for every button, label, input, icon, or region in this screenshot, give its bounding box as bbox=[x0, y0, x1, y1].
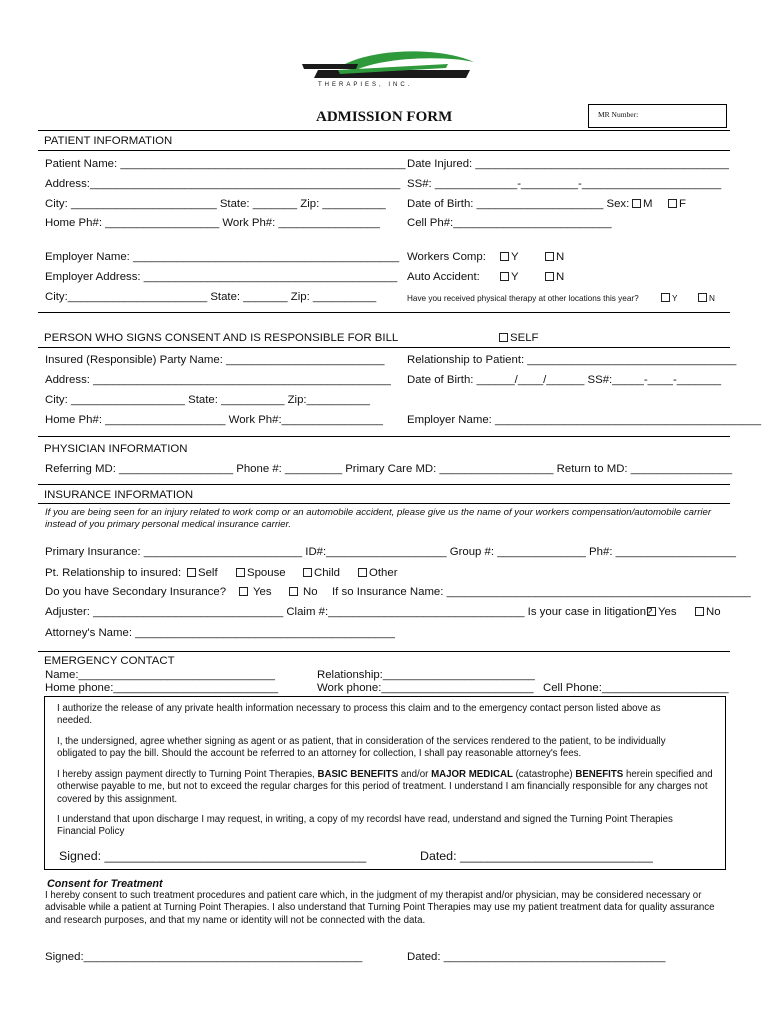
section-physician-info: PHYSICIAN INFORMATION bbox=[44, 443, 188, 455]
pt-other-no-checkbox[interactable]: N bbox=[698, 292, 715, 306]
mr-number-label: MR Number: bbox=[598, 110, 639, 119]
ssn-field[interactable]: SS#: _____________-_________-______________________ bbox=[407, 178, 722, 190]
authorization-release-text: I authorize the release of any private health information necessary to process this claim and to the emergency contact person listed above as needed. bbox=[57, 703, 661, 727]
rel-spouse-checkbox[interactable]: Spouse bbox=[236, 566, 286, 580]
workers-comp-no-checkbox[interactable]: N bbox=[545, 250, 564, 264]
authorization-assignment-text: I hereby assign payment directly to Turning Point Therapies, BASIC BENEFITS and/or MAJOR MEDICAL (catastrophe) BENEFITS herein specified and otherwise payable to me, but not to exceed the regular charges for this period of treatment. I understand I am financially responsible for any charges not covered by this assignment. bbox=[57, 769, 713, 805]
responsible-phone-field[interactable]: Home Ph#: ___________________ Work Ph#:________________ bbox=[45, 414, 383, 426]
rel-self-checkbox[interactable]: Self bbox=[187, 566, 218, 580]
responsible-dob-ssn-field[interactable]: Date of Birth: ______/____/______ SS#:_____-____-_______ bbox=[407, 374, 722, 386]
form-title: ADMISSION FORM bbox=[316, 109, 453, 125]
emergency-work-phone-field[interactable]: Work phone:________________________ bbox=[317, 682, 534, 694]
consent-text: I hereby consent to such treatment procedures and patient care which, in the judgment of my therapist and/or physician, may be considered necessary or advisable while a patient at Turning Point Therapies. I also understand that Turning Point Therapies may use my patient treatment data for quality assurance and research purposes, and that my name or identity will not be connected with the data. bbox=[45, 890, 715, 926]
relationship-to-patient-field[interactable]: Relationship to Patient: _________________________________ bbox=[407, 354, 737, 366]
secondary-yes-checkbox[interactable]: Yes bbox=[239, 585, 272, 599]
section-insurance-info: INSURANCE INFORMATION bbox=[44, 489, 194, 501]
authorization-obligation-text: I, the undersigned, agree whether signing as agent or as patient, that in consideration of the services rendered to the patient, to be individually obligated to pay the bill. Should the account be referred to an attorney for collection, I shall pay reasonable attorney's fees. bbox=[57, 736, 666, 760]
insured-name-field[interactable]: Insured (Responsible) Party Name: _________________________ bbox=[45, 354, 385, 366]
authorization-dated-field[interactable]: Dated: ____________________________ bbox=[420, 849, 653, 863]
section-patient-info: PATIENT INFORMATION bbox=[44, 135, 173, 147]
attorney-name-field[interactable]: Attorney's Name: _________________________________________ bbox=[45, 627, 395, 639]
responsible-city-field[interactable]: City: __________________ State: __________ Zip:__________ bbox=[45, 394, 370, 406]
section-responsible-party: PERSON WHO SIGNS CONSENT AND IS RESPONSIBLE FOR BILL bbox=[44, 332, 399, 344]
cell-phone-field[interactable]: Cell Ph#:_________________________ bbox=[407, 217, 612, 229]
rel-child-checkbox[interactable]: Child bbox=[303, 566, 340, 580]
consent-signed-field[interactable]: Signed:____________________________________________ bbox=[45, 951, 363, 963]
workers-comp-yes-checkbox[interactable]: Y bbox=[500, 250, 519, 264]
auto-accident-no-checkbox[interactable]: N bbox=[545, 270, 564, 284]
auto-accident-label: Auto Accident: bbox=[407, 271, 480, 283]
employer-name-field[interactable]: Employer Name: __________________________________________ bbox=[45, 251, 400, 263]
litigation-no-checkbox[interactable]: No bbox=[695, 605, 721, 619]
litigation-yes-checkbox[interactable]: Yes bbox=[647, 605, 677, 619]
authorization-box bbox=[44, 696, 726, 870]
primary-insurance-field[interactable]: Primary Insurance: _________________________ ID#:___________________ Group #: ______________ Ph#: ___________________ bbox=[45, 546, 737, 558]
sex-f-checkbox[interactable]: F bbox=[668, 197, 686, 211]
pt-other-question: Have you received physical therapy at other locations this year? bbox=[407, 294, 639, 303]
address-field[interactable]: Address:_________________________________________________ bbox=[45, 178, 401, 190]
consent-dated-field[interactable]: Dated: ___________________________________ bbox=[407, 951, 666, 963]
responsible-employer-field[interactable]: Employer Name: __________________________________________ bbox=[407, 414, 762, 426]
auto-accident-yes-checkbox[interactable]: Y bbox=[500, 270, 519, 284]
emergency-name-field[interactable]: Name:_______________________________ bbox=[45, 669, 275, 681]
city-state-zip-field[interactable]: City: _______________________ State: _______ Zip: __________ bbox=[45, 198, 386, 210]
secondary-insurance-name-field[interactable]: If so Insurance Name: ________________________________________________ bbox=[332, 586, 751, 598]
emergency-relationship-field[interactable]: Relationship:________________________ bbox=[317, 669, 535, 681]
adjuster-claim-field[interactable]: Adjuster: ______________________________ Claim #:_______________________________ Is your case in litigation? bbox=[45, 606, 653, 618]
mr-number-box[interactable] bbox=[588, 104, 727, 128]
authorization-discharge-text: I understand that upon discharge I may request, in writing, a copy of my recordsI have read, understand and signed the Turning Point Therapies Financial Policy bbox=[57, 814, 673, 838]
emergency-home-phone-field[interactable]: Home phone:__________________________ bbox=[45, 682, 279, 694]
employer-address-field[interactable]: Employer Address: ________________________________________ bbox=[45, 271, 398, 283]
self-checkbox[interactable]: SELF bbox=[499, 331, 539, 345]
emergency-cell-phone-field[interactable]: Cell Phone:____________________ bbox=[543, 682, 729, 694]
home-work-phone-field[interactable]: Home Ph#: __________________ Work Ph#: ________________ bbox=[45, 217, 380, 229]
date-injured-field[interactable]: Date Injured: ________________________________________ bbox=[407, 158, 729, 170]
rel-other-checkbox[interactable]: Other bbox=[358, 566, 398, 580]
insurance-note: If you are being seen for an injury related to work comp or an automobile accident, please give us the name of your workers compensation/automobile carrier instead of you primary personal medical insurance carrier. bbox=[45, 507, 712, 531]
relationship-to-insured-label: Pt. Relationship to insured: bbox=[45, 567, 182, 579]
secondary-insurance-label: Do you have Secondary Insurance? bbox=[45, 586, 227, 598]
patient-name-field[interactable]: Patient Name: _____________________________________________ bbox=[45, 158, 406, 170]
workers-comp-label: Workers Comp: bbox=[407, 251, 486, 263]
sex-m-checkbox[interactable]: M bbox=[632, 197, 653, 211]
section-emergency-contact: EMERGENCY CONTACT bbox=[44, 655, 175, 667]
dob-field[interactable]: Date of Birth: ____________________ Sex: bbox=[407, 198, 630, 210]
physician-fields[interactable]: Referring MD: __________________ Phone #: _________ Primary Care MD: __________________ Return to MD: ________________ bbox=[45, 463, 733, 475]
responsible-address-field[interactable]: Address: _______________________________________________ bbox=[45, 374, 391, 386]
consent-heading: Consent for Treatment bbox=[47, 878, 163, 890]
company-logo bbox=[298, 50, 478, 90]
secondary-no-checkbox[interactable]: No bbox=[289, 585, 318, 599]
employer-city-field[interactable]: City:______________________ State: _______ Zip: __________ bbox=[45, 291, 377, 303]
logo-tagline: THERAPIES, INC. bbox=[318, 82, 413, 88]
authorization-signed-field[interactable]: Signed: ______________________________________ bbox=[59, 849, 367, 863]
pt-other-yes-checkbox[interactable]: Y bbox=[661, 292, 677, 306]
